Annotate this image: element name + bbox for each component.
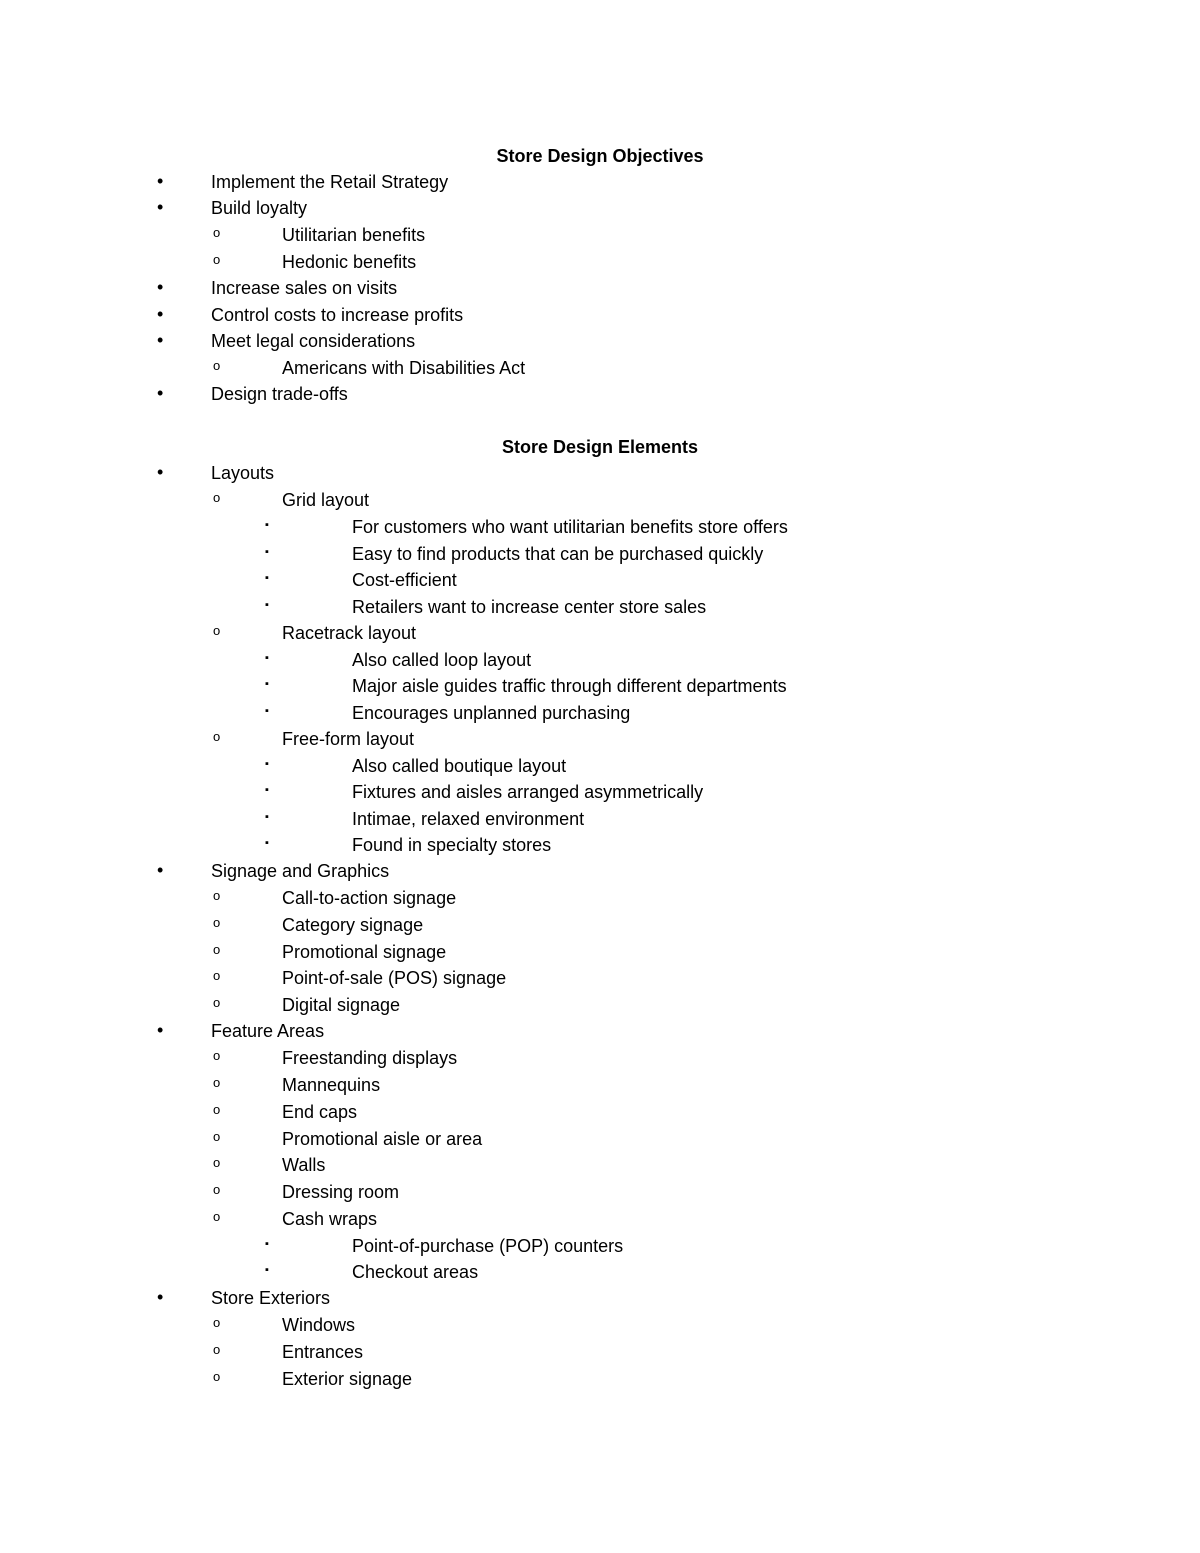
bullet-circle-marker: o (213, 915, 221, 930)
bullet-circle-marker: o (213, 252, 221, 267)
bullet-circle-marker: o (213, 888, 221, 903)
bullet-circle-marker: o (213, 1075, 221, 1090)
list-item: Entrances (282, 1342, 364, 1362)
bullet-circle-marker: o (213, 623, 221, 638)
list-item: Also called loop layout (352, 650, 532, 670)
bullet-circle-marker: o (213, 729, 221, 744)
bullet-circle-marker: o (213, 1102, 221, 1117)
list-item: Walls (282, 1155, 326, 1175)
bullet-circle-marker: o (213, 1369, 221, 1384)
list-item: Retailers want to increase center store sales (352, 597, 707, 617)
bullet-circle-marker: o (213, 1155, 221, 1170)
bullet-circle-marker: o (213, 995, 221, 1010)
list-item: Free-form layout (282, 729, 415, 749)
objectives-title: Store Design Objectives (496, 146, 704, 166)
bullet-square-marker: ▪ (265, 705, 269, 717)
list-item: Cost-efficient (352, 570, 457, 590)
list-item: Cash wraps (282, 1209, 378, 1229)
list-item: Exterior signage (282, 1369, 413, 1389)
bullet-circle-marker: o (213, 968, 221, 983)
list-item: Build loyalty (211, 198, 308, 218)
bullet-disc-marker: • (157, 277, 164, 297)
list-item: Mannequins (282, 1075, 381, 1095)
list-item: Utilitarian benefits (282, 225, 426, 245)
list-item: Meet legal considerations (211, 331, 416, 351)
bullet-disc-marker: • (157, 1287, 164, 1307)
bullet-disc-marker: • (157, 304, 164, 324)
bullet-square-marker: ▪ (265, 546, 269, 558)
list-item: Digital signage (282, 995, 401, 1015)
bullet-square-marker: ▪ (265, 572, 269, 584)
bullet-circle-marker: o (213, 1315, 221, 1330)
bullet-disc-marker: • (157, 860, 164, 880)
list-item: Racetrack layout (282, 623, 417, 643)
list-item: Checkout areas (352, 1262, 479, 1282)
bullet-square-marker: ▪ (265, 811, 269, 823)
bullet-square-marker: ▪ (265, 784, 269, 796)
bullet-disc-marker: • (157, 330, 164, 350)
list-item: Americans with Disabilities Act (282, 358, 526, 378)
list-item: Encourages unplanned purchasing (352, 703, 631, 723)
bullet-square-marker: ▪ (265, 837, 269, 849)
list-item: Major aisle guides traffic through different departments (352, 676, 787, 696)
bullet-disc-marker: • (157, 462, 164, 482)
list-item: Found in specialty stores (352, 835, 552, 855)
list-item: Point-of-sale (POS) signage (282, 968, 507, 988)
list-item: Layouts (211, 463, 275, 483)
list-item: Implement the Retail Strategy (211, 172, 449, 192)
list-item: Intimae, relaxed environment (352, 809, 585, 829)
bullet-disc-marker: • (157, 1020, 164, 1040)
bullet-square-marker: ▪ (265, 758, 269, 770)
list-item: Point-of-purchase (POP) counters (352, 1236, 624, 1256)
list-item: Design trade-offs (211, 384, 348, 404)
list-item: Increase sales on visits (211, 278, 398, 298)
bullet-square-marker: ▪ (265, 1238, 269, 1250)
bullet-circle-marker: o (213, 1048, 221, 1063)
bullet-circle-marker: o (213, 225, 221, 240)
bullet-circle-marker: o (213, 1182, 221, 1197)
bullet-square-marker: ▪ (265, 678, 269, 690)
list-item: Promotional aisle or area (282, 1129, 483, 1149)
bullet-disc-marker: • (157, 171, 164, 191)
list-item: Freestanding displays (282, 1048, 458, 1068)
list-item: Promotional signage (282, 942, 447, 962)
bullet-square-marker: ▪ (265, 519, 269, 531)
list-item: Windows (282, 1315, 356, 1335)
elements-title: Store Design Elements (501, 437, 699, 457)
list-item: Store Exteriors (211, 1288, 331, 1308)
list-item: Hedonic benefits (282, 252, 417, 272)
list-item: End caps (282, 1102, 358, 1122)
list-item: Signage and Graphics (211, 861, 390, 881)
bullet-square-marker: ▪ (265, 599, 269, 611)
list-item: Easy to find products that can be purchased quickly (352, 544, 764, 564)
list-item: Feature Areas (211, 1021, 325, 1041)
list-item: Dressing room (282, 1182, 400, 1202)
bullet-circle-marker: o (213, 1209, 221, 1224)
list-item: Fixtures and aisles arranged asymmetrically (352, 782, 704, 802)
bullet-square-marker: ▪ (265, 652, 269, 664)
list-item: Category signage (282, 915, 424, 935)
bullet-circle-marker: o (213, 1129, 221, 1144)
list-item: Call-to-action signage (282, 888, 457, 908)
bullet-disc-marker: • (157, 383, 164, 403)
bullet-circle-marker: o (213, 942, 221, 957)
bullet-circle-marker: o (213, 490, 221, 505)
list-item: For customers who want utilitarian benefits store offers (352, 517, 788, 537)
list-item: Also called boutique layout (352, 756, 567, 776)
bullet-circle-marker: o (213, 358, 221, 373)
list-item: Grid layout (282, 490, 370, 510)
bullet-disc-marker: • (157, 197, 164, 217)
bullet-circle-marker: o (213, 1342, 221, 1357)
list-item: Control costs to increase profits (211, 305, 464, 325)
bullet-square-marker: ▪ (265, 1264, 269, 1276)
